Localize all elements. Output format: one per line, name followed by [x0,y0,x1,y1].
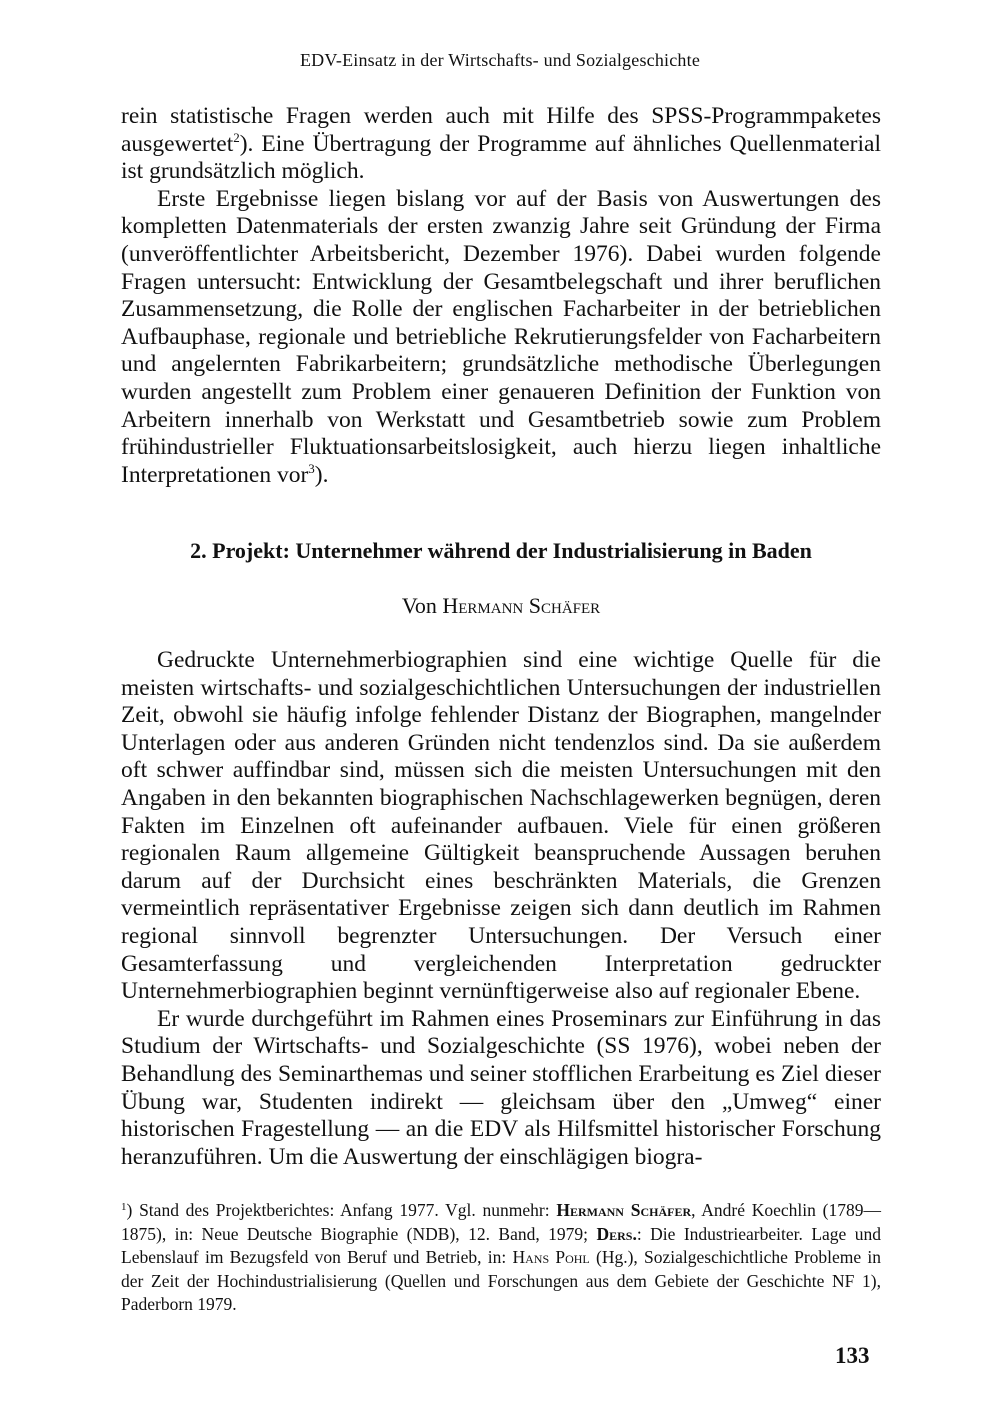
cited-author: Ders. [596,1223,637,1244]
footnote-ref: 2 [233,129,240,145]
author-name: Hermann Schäfer [442,593,601,618]
footnote [121,1199,881,1317]
paragraph: Er wurde durchgeführt im Rahmen eines Proseminars zur Einführung in das Studium der Wirtschafts- und Sozialgeschichte (SS 1976), wobei neben der Behandlung des Seminarthemas und seiner stofflichen Erarbeitung es Ziel dieser Übung war, Studenten indirekt — gleichsam über den „Umweg“ einer historischen Fragestellung — an die EDV als Hilfsmittel historischer Forschung heranzuführen. Um die Auswertung der einschlägigen biogra- [121,1005,881,1170]
paragraph: Gedruckte Unternehmerbiographien sind eine wichtige Quelle für die meisten wirtschafts- und sozialgeschichtlichen Untersuchungen der industriellen Zeit, obwohl sie häufig infolge fehlender Distanz der Biographen, mangelnder Unterlagen oder aus anderen Gründen nicht tendenzlos sind. Da sie außerdem oft schwer auffindbar sind, müssen sich die meisten Untersuchungen mit den Angaben in den bekannten biographischen Nachschlagewerken begnügen, deren Fakten im Einzelnen oft aufeinander aufbauen. Viele für einen größeren regionalen Raum allgemeine Gültigkeit beanspruchende Aussagen beruhen darum auf der Durchsicht eines beschränkten Materials, die Grenzen vermeintlich repräsentativer Ergebnisse zeigen sich dann deutlich im Rahmen regional sinnvoll begrenzter Untersuchungen. Der Versuch einer Gesamterfassung und vergleichenden Interpretation gedruckter Unternehmerbiographien beginnt vernünftigerweise also auf regionaler Ebene. [121,647,881,1005]
footnote-marker: 1 [121,1201,127,1213]
section-heading: 2. Projekt: Unternehmer während der Industrialisierung in Baden [190,538,812,563]
paragraph-continued [121,103,881,186]
footnote-ref: 3 [308,460,315,476]
author-byline [121,593,881,619]
footnote-text: (Hg.), Sozialgeschichtliche Probleme in der Zeit der Hochindustrialisierung (Quellen und Forschungen aus dem Gebiete der Geschichte NF 1), Paderborn 1979. [121,1247,881,1314]
cited-author: Hans Pohl [512,1247,590,1267]
running-header: EDV-Einsatz in der Wirtschafts- und Sozialgeschichte [299,50,701,70]
paragraph-text: ). [314,461,329,488]
byline-prefix: Von [401,593,443,618]
paragraph [121,186,881,490]
cited-author: Hermann Schäfer [556,1200,692,1220]
intro-text-block [121,103,881,489]
paragraph-text: ). Eine Übertragung der Programme auf ähnliches Quellenmaterial ist grundsätzlich möglich. [121,130,881,185]
footnote-text: , André Koechlin (1789—1875), in: Neue Deutsche Biographie (NDB), 12. Band, 1979; [121,1200,881,1244]
paragraph-text: rein statistische Fragen werden auch mit Hilfe des SPSS-Programmpaketes ausgewertet [121,103,881,157]
section-text-block [121,647,881,1171]
footnote-text: ) Stand des Projektberichtes: Anfang 1977. Vgl. nunmehr: [126,1200,557,1220]
paragraph-text: Erste Ergebnisse liegen bislang vor auf der Basis von Auswertungen des kompletten Datenmaterials der ersten zwanzig Jahre seit Gründung der Firma (unveröffentlichter Arbeitsbericht, Dezember 1976). Dabei wurden folgende Fragen untersucht: Entwicklung der Gesamtbelegschaft und ihrer beruflichen Zusammensetzung, die Rolle der englischen Facharbeiter in der betrieblichen Aufbauphase, regionale und betriebliche Rekrutierungsfelder von Facharbeitern und angelernten Fabrikarbeitern; grundsätzliche methodische Überlegungen wurden angestellt zum Problem einer genaueren Definition der Funktion von Arbeitern innerhalb von Werkstatt und Gesamtbetrieb sowie zum Problem frühindustrieller Fluktuationsarbeitslosigkeit, auch hierzu liegen inhaltliche Interpretationen vor [121,185,881,488]
footnote-text: : Die Industriearbeiter. Lage und Lebenslauf im Bezugsfeld von Beruf und Betrieb, in: [121,1223,881,1267]
page-number: 133 [835,1343,870,1368]
